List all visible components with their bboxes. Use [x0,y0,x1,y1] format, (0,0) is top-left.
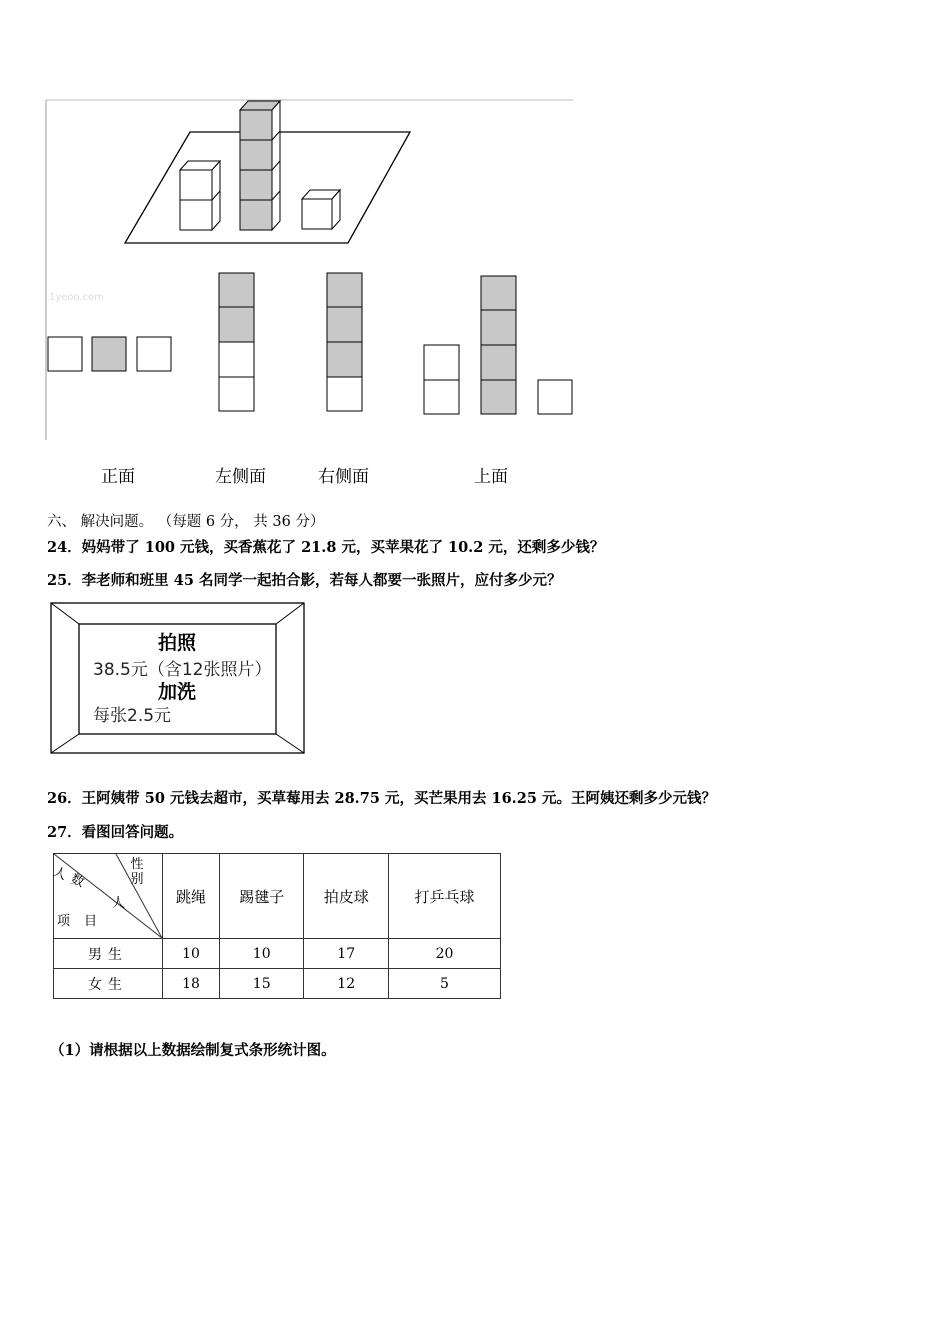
table-corner-cell [50,854,163,939]
table-cell: 10 [219,939,304,969]
extra-title: 加洗 [158,681,197,703]
table-cell: 5 [388,969,500,999]
right-side-view [327,273,362,411]
corner-count: 人数 [50,864,92,893]
row-label: 女生 [54,969,163,999]
table-cell: 12 [304,969,389,999]
view-label-right: 右侧面 [318,467,369,487]
question-27-1: （1）请根据以上数据绘制复式条形统计图。 [50,1042,336,1059]
corner-item: 项目 [57,914,112,929]
corner-gender: 性别 [130,857,144,887]
stack-right [302,190,340,229]
table-header-row [54,854,501,939]
view-label-top: 上面 [474,467,508,487]
column-header: 拍皮球 [304,854,389,939]
question-25: 25．李老师和班里 45 名同学一起拍合影，若每人都要一张照片，应付多少元？ [47,572,562,589]
top-view [424,276,572,414]
view-label-left: 左侧面 [215,467,266,487]
question-27: 27．看图回答问题。 [47,824,184,841]
section-title: 六、 解决问题。 （每题 6 分， 共 36 分） [47,514,325,530]
question-24: 24．妈妈带了 100 元钱，买香蕉花了 21.8 元，买苹果花了 10.2 元，还剩多少钱？ [47,539,605,556]
stack-left [180,161,220,230]
question-26: 26．王阿姨带 50 元钱去超市，买草莓用去 28.75 元，买芒果用去 16.25 元。王阿姨还剩多少元钱？ [47,790,716,807]
extra-price: 每张2.5元 [93,706,172,726]
row-label: 男生 [54,939,163,969]
table-cell: 10 [163,939,220,969]
column-header: 跳绳 [163,854,220,939]
watermark: 1yeoo.com [49,292,105,303]
corner-unit: 人 [112,896,126,911]
view-label-front: 正面 [101,467,135,487]
photo-price: 38.5元（含12张照片） [93,660,272,680]
table-cell: 15 [219,969,304,999]
table-cell: 17 [304,939,389,969]
stack-tall [240,101,280,230]
table-cell: 20 [388,939,500,969]
table-row [54,939,501,969]
column-header: 踢毽子 [219,854,304,939]
table-cell: 18 [163,969,220,999]
left-side-view [219,273,254,411]
table-row [54,969,501,999]
photo-title: 拍照 [158,632,197,654]
stats-table [50,853,501,999]
front-view [48,337,171,371]
column-header: 打乒乓球 [388,854,500,939]
cube-figure-svg [0,0,600,440]
